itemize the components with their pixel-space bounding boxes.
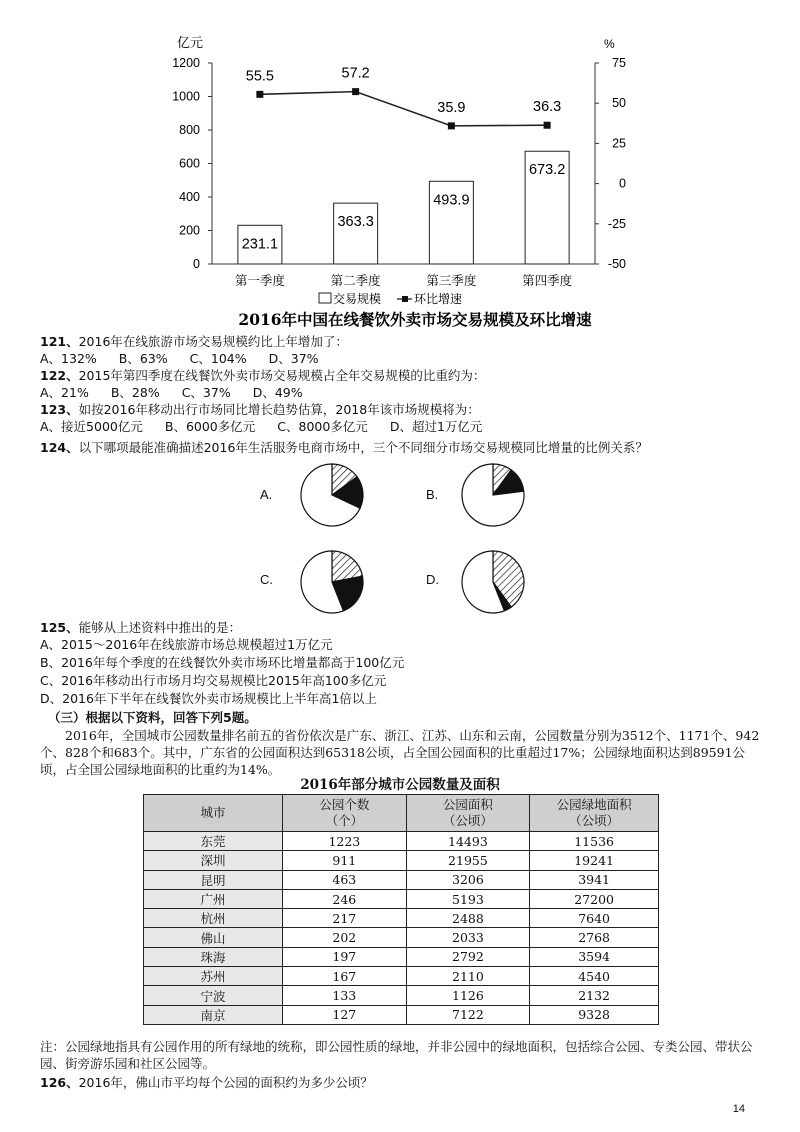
green-area-cell: 7640 — [530, 909, 659, 928]
pie-option-c[interactable] — [301, 551, 363, 613]
pie-options — [0, 455, 800, 625]
chart-legend — [319, 291, 462, 306]
park-count-cell: 217 — [283, 909, 407, 928]
park-area-cell: 2792 — [406, 947, 530, 966]
growth-point — [448, 122, 455, 129]
green-area-cell: 9328 — [530, 1005, 659, 1024]
pie-option-c-label[interactable]: C. — [260, 572, 273, 587]
header-green-area: 公园绿地面积 （公顷） — [530, 795, 659, 832]
right-tick-label: 0 — [619, 176, 626, 191]
park-count-cell: 167 — [283, 967, 407, 986]
city-cell: 深圳 — [144, 851, 283, 870]
growth-value-label: 35.9 — [437, 99, 466, 116]
right-tick-label: -25 — [607, 216, 626, 231]
growth-point — [352, 88, 359, 95]
park-count-cell: 463 — [283, 870, 407, 889]
question-126 — [40, 1075, 373, 1091]
chart-title: 2016年中国在线餐饮外卖市场交易规模及环比增速 — [238, 310, 592, 329]
page-number: 14 — [732, 1103, 745, 1115]
park-area-cell: 14493 — [406, 832, 530, 851]
option-b[interactable]: B、6000多亿元 — [164, 419, 256, 434]
question-125 — [40, 620, 241, 636]
legend-bar-label: 交易规模 — [333, 292, 382, 306]
x-tick-label: 第四季度 — [522, 273, 573, 288]
left-tick-label: 400 — [179, 190, 200, 204]
option-b[interactable]: B、2016年每个季度的在线餐饮外卖市场环比增量都高于100亿元 — [40, 655, 405, 670]
green-area-cell: 3941 — [530, 870, 659, 889]
growth-line — [260, 92, 547, 126]
table-header-row — [144, 795, 659, 832]
right-axis-label: % — [604, 37, 615, 51]
growth-value-label: 36.3 — [533, 99, 562, 116]
park-area-cell: 7122 — [406, 1005, 530, 1024]
x-tick-label: 第一季度 — [234, 273, 285, 288]
left-tick-label: 800 — [179, 123, 200, 137]
right-tick-label: 50 — [612, 96, 626, 111]
right-tick-label: 25 — [612, 136, 626, 151]
park-count-cell: 911 — [283, 851, 407, 870]
growth-point — [256, 91, 263, 98]
city-cell: 杭州 — [144, 909, 283, 928]
option-c[interactable]: C、2016年移动出行市场月均交易规模比2015年高100多亿元 — [40, 673, 387, 688]
question-122-options — [40, 385, 325, 401]
question-text: 2015年第四季度在线餐饮外卖市场交易规模占全年交易规模的比重约为： — [78, 368, 486, 383]
bar-value-label: 493.9 — [433, 192, 470, 209]
option-a[interactable]: A、21% — [40, 385, 89, 400]
header-park-count: 公园个数 （个） — [283, 795, 407, 832]
growth-point — [544, 122, 551, 129]
legend-marker-swatch — [402, 296, 408, 302]
green-area-cell: 19241 — [530, 851, 659, 870]
table-row — [144, 986, 659, 1005]
option-d[interactable]: D、37% — [268, 351, 319, 366]
table-title: 2016年部分城市公园数量及面积 — [300, 777, 500, 793]
table-row — [144, 1005, 659, 1024]
pie-option-a-label[interactable]: A. — [260, 487, 273, 502]
growth-value-label: 55.5 — [245, 68, 274, 85]
bar — [334, 203, 378, 264]
x-tick-label: 第二季度 — [330, 273, 381, 288]
city-cell: 佛山 — [144, 928, 283, 947]
option-c[interactable]: C、8000多亿元 — [277, 419, 368, 434]
park-table — [143, 794, 659, 1025]
legend-line-label: 环比增速 — [414, 292, 463, 306]
city-cell: 苏州 — [144, 967, 283, 986]
pie-option-b[interactable] — [462, 464, 524, 526]
right-tick-label: -50 — [607, 257, 626, 271]
option-c[interactable]: C、104% — [189, 351, 247, 366]
option-d[interactable]: D、超过1万亿元 — [389, 419, 483, 434]
bar-value-label: 673.2 — [528, 162, 566, 179]
option-b[interactable]: B、28% — [110, 385, 160, 400]
table-row — [144, 947, 659, 966]
question-text: 2016年，佛山市平均每个公园的面积约为多少公顷？ — [78, 1075, 373, 1090]
table-row — [144, 832, 659, 851]
left-tick-label: 0 — [193, 257, 200, 271]
city-cell: 昆明 — [144, 870, 283, 889]
question-123-options — [40, 419, 504, 435]
header-park-area: 公园面积 （公顷） — [406, 795, 530, 832]
left-tick-label: 1000 — [172, 89, 200, 104]
park-area-cell: 2033 — [406, 928, 530, 947]
table-row — [144, 967, 659, 986]
park-count-cell: 1223 — [283, 832, 407, 851]
option-c[interactable]: C、37% — [181, 385, 231, 400]
option-b[interactable]: B、63% — [118, 351, 168, 366]
park-area-cell: 1126 — [406, 986, 530, 1005]
legend-bar-swatch — [319, 293, 331, 303]
question-124 — [40, 440, 648, 456]
question-number: 122、 — [40, 368, 79, 383]
option-a[interactable]: A、接近5000亿元 — [40, 419, 143, 434]
question-number: 123、 — [40, 402, 79, 417]
table-row — [144, 909, 659, 928]
question-121-options — [40, 351, 341, 367]
city-cell: 广州 — [144, 889, 283, 908]
question-122 — [40, 368, 485, 384]
pie-option-d[interactable] — [462, 551, 524, 613]
question-number: 124、 — [40, 440, 79, 455]
park-area-cell: 3206 — [406, 870, 530, 889]
section-paragraph: 2016年，全国城市公园数量排名前五的省份依次是广东、浙江、江苏、山东和云南，公园数量分别为3512个、1171个、942个、828个和683个。其中，广东省的公园面积达到65318公顷，占全国公园面积的比重超过17%；公园绿地面积达到89591公顷，占全国公园绿地面积的比重约为14%。 — [40, 728, 760, 777]
pie-option-a[interactable] — [301, 464, 363, 526]
city-cell: 宁波 — [144, 986, 283, 1005]
green-area-cell: 27200 — [530, 889, 659, 908]
option-d[interactable]: D、2016年下半年在线餐饮外卖市场规模比上半年高1倍以上 — [40, 691, 377, 706]
question-text: 以下哪项最能准确描述2016年生活服务电商市场中，三个不同细分市场交易规模同比增量的比例关系？ — [78, 440, 648, 455]
header-city: 城市 — [144, 795, 283, 832]
table-row — [144, 870, 659, 889]
park-count-cell: 202 — [283, 928, 407, 947]
park-count-cell: 133 — [283, 986, 407, 1005]
green-area-cell: 2768 — [530, 928, 659, 947]
question-121 — [40, 334, 348, 350]
x-tick-label: 第三季度 — [426, 273, 477, 288]
question-text: 如按2016年移动出行市场同比增长趋势估算，2018年该市场规模将为： — [78, 402, 480, 417]
park-area-cell: 21955 — [406, 851, 530, 870]
green-area-cell: 11536 — [530, 832, 659, 851]
park-count-cell: 246 — [283, 889, 407, 908]
question-text: 能够从上述资料中推出的是： — [78, 620, 242, 635]
pie-option-b-label[interactable]: B. — [426, 487, 439, 502]
section-heading: （三）根据以下资料，回答下列5题。 — [48, 710, 257, 725]
quarterly-delivery-chart — [0, 0, 800, 335]
right-tick-label: 75 — [612, 56, 626, 70]
question-text: 2016年在线旅游市场交易规模约比上年增加了： — [78, 334, 348, 349]
option-a[interactable]: A、2015～2016年在线旅游市场总规模超过1万亿元 — [40, 637, 333, 652]
park-area-cell: 5193 — [406, 889, 530, 908]
table-note: 注：公园绿地指具有公园作用的所有绿地的统称，即公园性质的绿地，并非公园中的绿地面积，包括综合公园、专类公园、带状公园、街旁游乐园和社区公园等。 — [40, 1039, 753, 1071]
pie-option-d-label[interactable]: D. — [426, 572, 439, 587]
green-area-cell: 4540 — [530, 967, 659, 986]
park-area-cell: 2488 — [406, 909, 530, 928]
left-tick-label: 600 — [179, 156, 200, 171]
park-count-cell: 127 — [283, 1005, 407, 1024]
park-area-cell: 2110 — [406, 967, 530, 986]
green-area-cell: 3594 — [530, 947, 659, 966]
option-d[interactable]: D、49% — [252, 385, 303, 400]
city-cell: 东莞 — [144, 832, 283, 851]
green-area-cell: 2132 — [530, 986, 659, 1005]
question-number: 121、 — [40, 334, 79, 349]
city-cell: 珠海 — [144, 947, 283, 966]
left-tick-label: 200 — [179, 223, 200, 238]
city-cell: 南京 — [144, 1005, 283, 1024]
bar-value-label: 363.3 — [337, 214, 374, 231]
question-123 — [40, 402, 480, 418]
park-count-cell: 197 — [283, 947, 407, 966]
left-tick-label: 1200 — [172, 56, 200, 70]
question-number: 126、 — [40, 1075, 79, 1090]
table-row — [144, 889, 659, 908]
growth-value-label: 57.2 — [341, 65, 370, 82]
left-axis-label: 亿元 — [177, 36, 204, 51]
option-a[interactable]: A、132% — [40, 351, 97, 366]
table-row — [144, 928, 659, 947]
table-row — [144, 851, 659, 870]
question-number: 125、 — [40, 620, 79, 635]
bar-value-label: 231.1 — [241, 236, 279, 253]
